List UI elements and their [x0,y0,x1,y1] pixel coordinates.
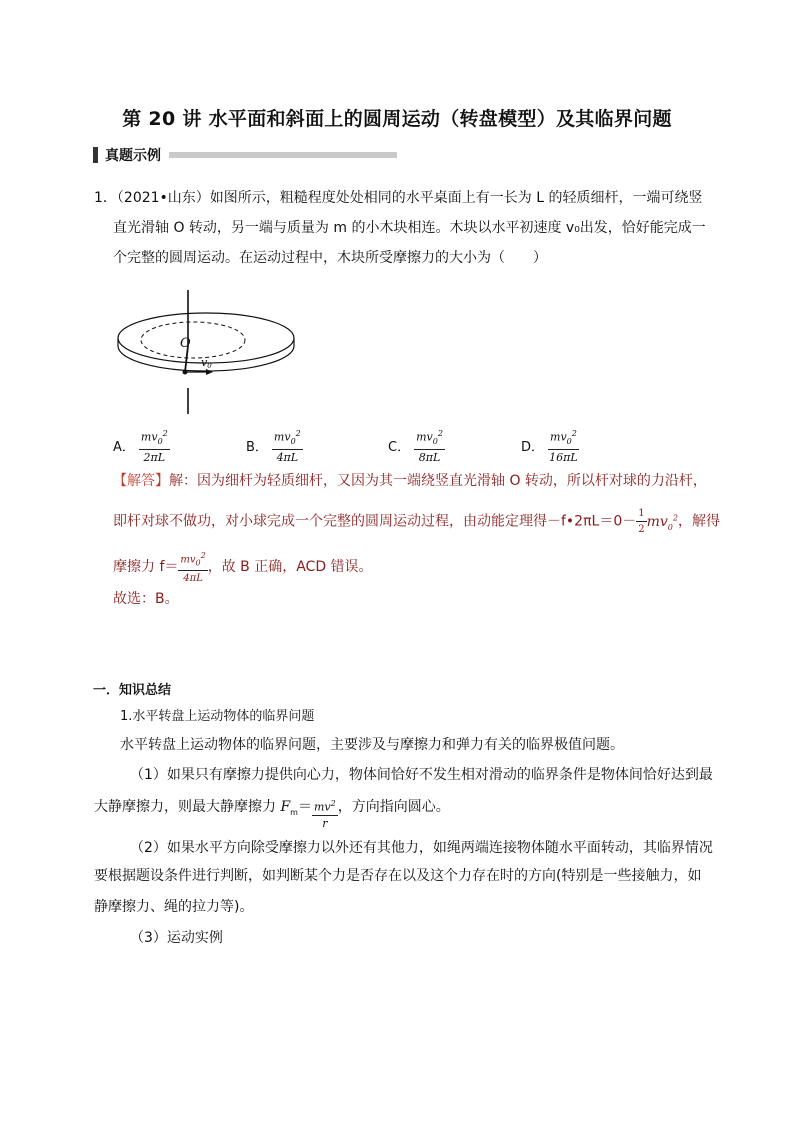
option-letter: D． [521,439,545,455]
answer-tag: 【解答】 [113,473,169,489]
option-letter: C． [388,439,411,455]
option-d[interactable] [521,427,579,464]
knowledge-intro: 水平转盘上运动物体的临界问题，主要涉及与摩擦力和弹力有关的临界极值问题。 [120,737,624,753]
answer-line-2: 即杆对球不做功，对小球完成一个完整的圆周运动过程，由动能定理得－f•2πL＝0－ $\frac{1}{2}$ $mv_0^2$，解得 [113,508,720,536]
answer-text: 解：因为细杆为轻质细杆，又因为其一端绕竖直光滑轴 O 转动，所以杆对球的力沿杆， [169,473,707,489]
half-fraction: $\frac{1}{2}$ [638,508,645,536]
friction-fraction: $\frac{mv_0^2}{4\pi L}$ [180,551,206,585]
knowledge-p2-line3: 静摩擦力、绳的拉力等)。 [94,899,254,915]
page-title: 第 20 讲 水平面和斜面上的圆周运动（转盘模型）及其临界问题 [122,108,672,130]
velocity-label: v0 [201,356,212,370]
knowledge-p3: （3）运动实例 [130,930,223,946]
knowledge-item-1: 1.水平转盘上运动物体的临界问题 [120,709,315,724]
knowledge-p2-line2: 要根据题设条件进行判断，如判断某个力是否存在以及这个力存在时的方向(特别是一些接触力，如 [94,868,702,884]
option-c[interactable] [388,427,445,464]
option-a[interactable] [113,427,170,464]
turntable-figure [110,290,300,418]
section-header [93,146,397,164]
section-rule [169,152,397,158]
answer-line-1 [113,470,707,492]
option-fraction: $\frac{mv_0^2}{16\pi L}$ [549,429,578,464]
option-fraction: $\frac{mv_0^2}{2\pi L}$ [140,429,168,464]
section-marker [93,147,98,163]
knowledge-p2-line1: （2）如果水平方向除受摩擦力以外还有其他力，如绳两端连接物体随水平面转动，其临界情况 [130,840,713,856]
center-label: O [180,336,191,351]
option-fraction: $\frac{mv_0^2}{4\pi L}$ [273,429,301,464]
option-letter: B． [246,439,268,455]
knowledge-heading: 一．知识总结 [93,683,172,698]
question-line-2: 直光滑轴 O 转动，另一端与质量为 m 的小木块相连。木块以水平初速度 v₀出发，恰好能完成一 [113,220,706,236]
knowledge-p1-line1: （1）如果只有摩擦力提供向心力，物体间恰好不发生相对滑动的临界条件是物体间恰好达到最 [130,767,713,783]
max-friction-fraction: $\frac{mv^2}{r}$ [313,799,336,830]
answer-choice: 故选：B。 [113,591,179,607]
option-letter: A． [113,439,135,455]
option-fraction: $\frac{mv_0^2}{8\pi L}$ [416,429,443,464]
section-label: 真题示例 [105,148,161,164]
question-line-3: 个完整的圆周运动。在运动过程中，木块所受摩擦力的大小为（ ） [113,250,547,266]
answer-line-3: 摩擦力 f＝ $\frac{mv_0^2}{4\pi L}$ ，故 B 正确，ACD 错误。 [113,551,373,585]
option-b[interactable] [246,427,303,464]
question-line-1: 1．（2021•山东）如图所示，粗糙程度处处相同的水平桌面上有一长为 L 的轻质细杆，一端可绕竖 [94,190,703,206]
knowledge-p1-line2: 大静摩擦力，则最大静摩擦力 $F_m=$ $\frac{mv^2}{r}$ ，方向指向圆心。 [94,799,450,830]
